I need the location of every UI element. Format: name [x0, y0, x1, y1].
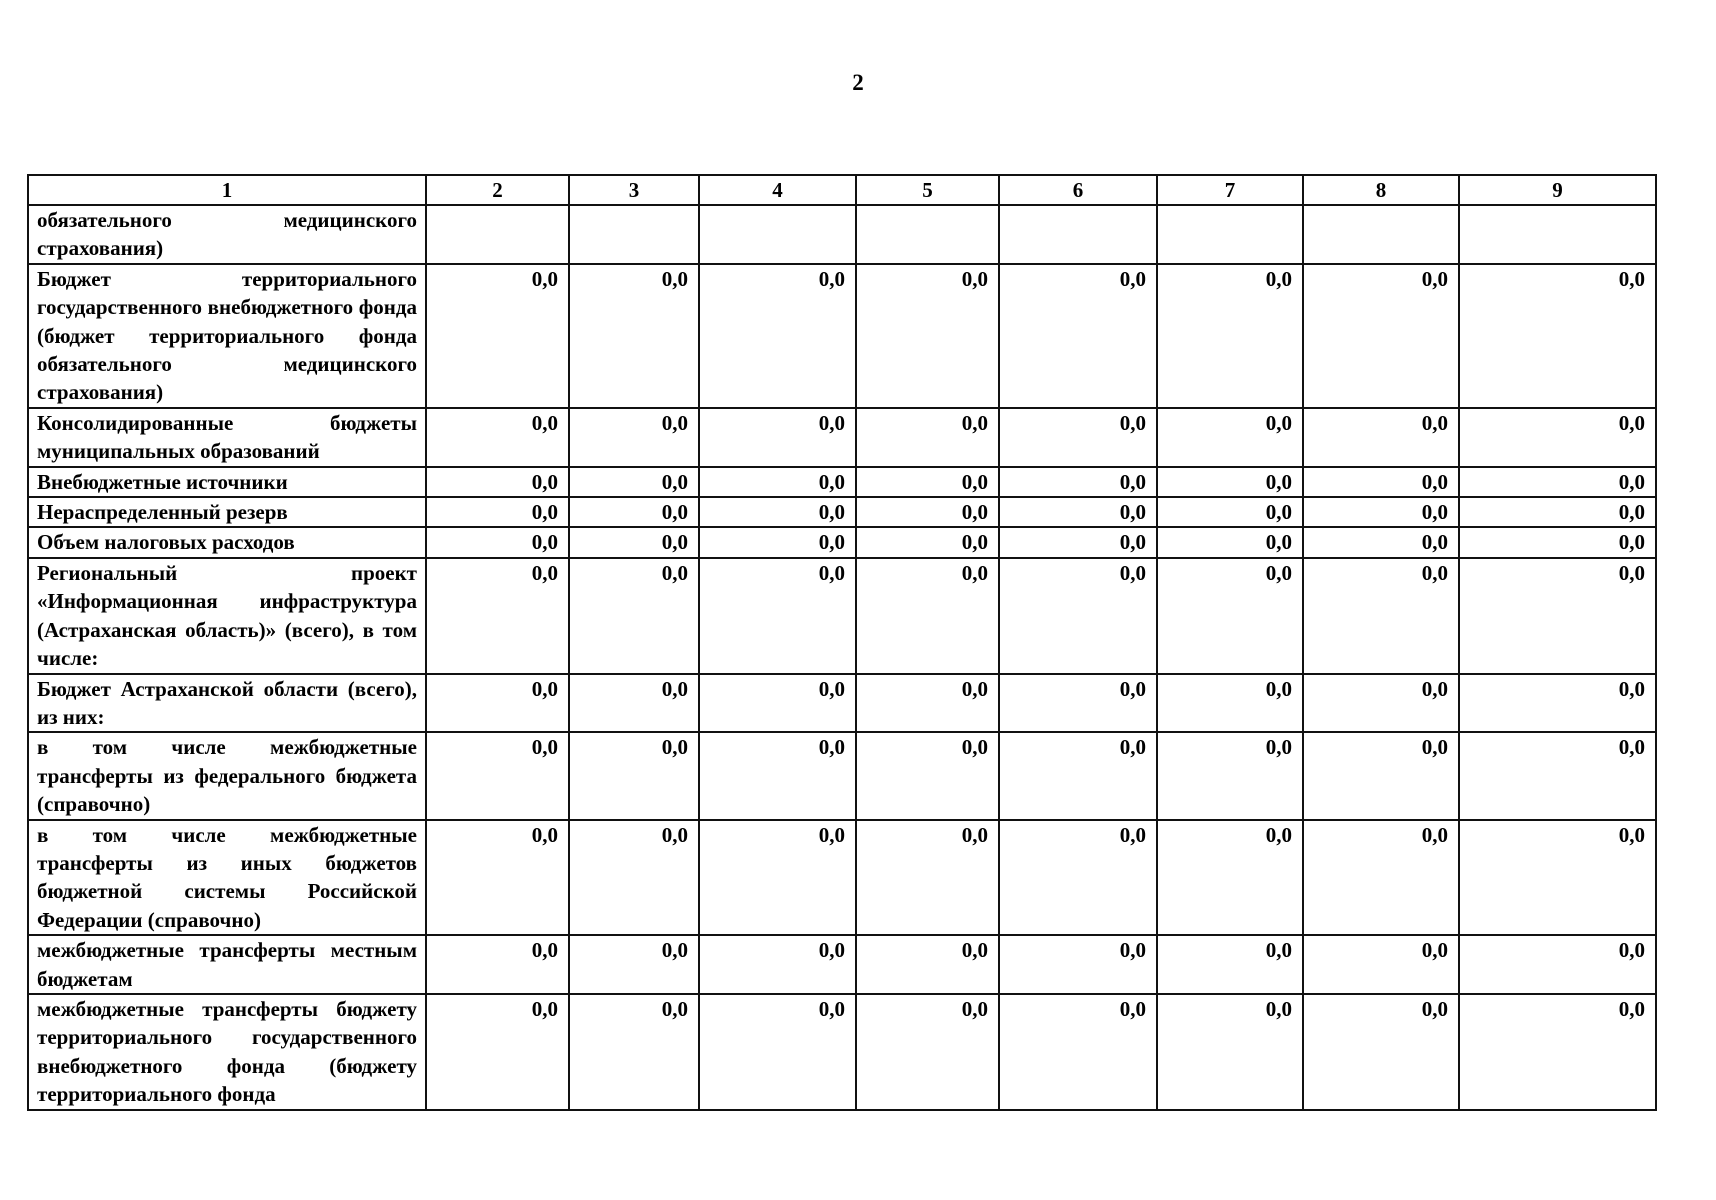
row-label: в том числе межбюджетные трансферты из иных бюджетов бюджетной системы Российской Федерации (справочно)	[28, 820, 426, 936]
value-cell: 0,0	[1459, 497, 1656, 527]
value-cell: 0,0	[1157, 820, 1303, 936]
row-label: Нераспределенный резерв	[28, 497, 426, 527]
value-cell: 0,0	[699, 467, 856, 497]
value-cell: 0,0	[426, 674, 569, 733]
value-cell: 0,0	[856, 527, 999, 557]
column-header-8: 8	[1303, 175, 1459, 205]
value-cell: 0,0	[569, 994, 699, 1110]
value-cell: 0,0	[569, 408, 699, 467]
value-cell: 0,0	[699, 674, 856, 733]
table-header	[28, 175, 1656, 205]
value-cell: 0,0	[569, 527, 699, 557]
value-cell: 0,0	[1157, 558, 1303, 674]
value-cell: 0,0	[999, 558, 1157, 674]
row-label: Консолидированные бюджеты муниципальных образований	[28, 408, 426, 467]
value-cell: 0,0	[1157, 527, 1303, 557]
value-cell: 0,0	[1459, 467, 1656, 497]
column-header-3: 3	[569, 175, 699, 205]
value-cell	[699, 205, 856, 264]
value-cell: 0,0	[426, 558, 569, 674]
value-cell: 0,0	[569, 674, 699, 733]
value-cell: 0,0	[999, 935, 1157, 994]
value-cell: 0,0	[1459, 935, 1656, 994]
value-cell: 0,0	[1157, 732, 1303, 819]
column-header-7: 7	[1157, 175, 1303, 205]
value-cell: 0,0	[1157, 674, 1303, 733]
value-cell: 0,0	[426, 467, 569, 497]
value-cell	[999, 205, 1157, 264]
value-cell: 0,0	[999, 467, 1157, 497]
table-row	[28, 497, 1656, 527]
table-row	[28, 674, 1656, 733]
column-header-9: 9	[1459, 175, 1656, 205]
value-cell: 0,0	[426, 732, 569, 819]
value-cell: 0,0	[426, 994, 569, 1110]
value-cell: 0,0	[1157, 994, 1303, 1110]
value-cell: 0,0	[856, 467, 999, 497]
column-header-5: 5	[856, 175, 999, 205]
value-cell: 0,0	[569, 497, 699, 527]
table-row	[28, 820, 1656, 936]
value-cell	[426, 205, 569, 264]
value-cell: 0,0	[1303, 732, 1459, 819]
value-cell: 0,0	[856, 408, 999, 467]
value-cell: 0,0	[856, 264, 999, 408]
row-label: межбюджетные трансферты бюджету территориального государственного внебюджетного фонда (бюджету территориального фонда	[28, 994, 426, 1110]
value-cell	[569, 205, 699, 264]
value-cell: 0,0	[856, 820, 999, 936]
value-cell: 0,0	[1303, 820, 1459, 936]
value-cell: 0,0	[1459, 674, 1656, 733]
value-cell: 0,0	[1303, 558, 1459, 674]
value-cell: 0,0	[1157, 935, 1303, 994]
value-cell: 0,0	[699, 497, 856, 527]
value-cell: 0,0	[1157, 467, 1303, 497]
value-cell: 0,0	[1459, 264, 1656, 408]
value-cell: 0,0	[999, 497, 1157, 527]
value-cell: 0,0	[426, 497, 569, 527]
table-row	[28, 408, 1656, 467]
value-cell: 0,0	[426, 264, 569, 408]
value-cell: 0,0	[1303, 527, 1459, 557]
table-row	[28, 558, 1656, 674]
value-cell: 0,0	[999, 527, 1157, 557]
value-cell: 0,0	[1157, 497, 1303, 527]
value-cell: 0,0	[1459, 527, 1656, 557]
value-cell: 0,0	[699, 408, 856, 467]
table-body	[28, 205, 1656, 1110]
row-label: межбюджетные трансферты местным бюджетам	[28, 935, 426, 994]
table-row	[28, 994, 1656, 1110]
column-header-6: 6	[999, 175, 1157, 205]
value-cell: 0,0	[1459, 994, 1656, 1110]
value-cell: 0,0	[856, 935, 999, 994]
value-cell: 0,0	[999, 408, 1157, 467]
header-row	[28, 175, 1656, 205]
table-row	[28, 935, 1656, 994]
budget-table	[27, 174, 1657, 1111]
value-cell: 0,0	[1303, 467, 1459, 497]
value-cell: 0,0	[1303, 497, 1459, 527]
value-cell: 0,0	[569, 558, 699, 674]
value-cell: 0,0	[426, 527, 569, 557]
table-row	[28, 527, 1656, 557]
value-cell: 0,0	[856, 558, 999, 674]
value-cell: 0,0	[1459, 820, 1656, 936]
value-cell: 0,0	[426, 935, 569, 994]
value-cell: 0,0	[699, 935, 856, 994]
value-cell: 0,0	[999, 994, 1157, 1110]
value-cell: 0,0	[699, 732, 856, 819]
table-row	[28, 467, 1656, 497]
value-cell: 0,0	[426, 408, 569, 467]
row-label: Региональный проект «Информационная инфраструктура (Астраханская область)» (всего), в том числе:	[28, 558, 426, 674]
value-cell	[1157, 205, 1303, 264]
value-cell: 0,0	[699, 558, 856, 674]
value-cell: 0,0	[569, 935, 699, 994]
row-label: Объем налоговых расходов	[28, 527, 426, 557]
value-cell: 0,0	[699, 527, 856, 557]
value-cell: 0,0	[1459, 732, 1656, 819]
value-cell: 0,0	[699, 264, 856, 408]
value-cell: 0,0	[856, 674, 999, 733]
value-cell	[1459, 205, 1656, 264]
value-cell: 0,0	[1157, 264, 1303, 408]
column-header-2: 2	[426, 175, 569, 205]
value-cell: 0,0	[1303, 264, 1459, 408]
table-row	[28, 732, 1656, 819]
value-cell: 0,0	[999, 820, 1157, 936]
page-number: 2	[852, 70, 864, 95]
column-header-1: 1	[28, 175, 426, 205]
value-cell: 0,0	[999, 264, 1157, 408]
value-cell: 0,0	[856, 732, 999, 819]
row-label: Бюджет Астраханской области (всего), из них:	[28, 674, 426, 733]
value-cell: 0,0	[699, 820, 856, 936]
value-cell: 0,0	[569, 264, 699, 408]
table-row	[28, 205, 1656, 264]
row-label: обязательного медицинского страхования)	[28, 205, 426, 264]
value-cell: 0,0	[1303, 674, 1459, 733]
value-cell: 0,0	[1459, 558, 1656, 674]
value-cell: 0,0	[1157, 408, 1303, 467]
row-label: Внебюджетные источники	[28, 467, 426, 497]
value-cell: 0,0	[999, 674, 1157, 733]
value-cell	[856, 205, 999, 264]
value-cell: 0,0	[1303, 408, 1459, 467]
row-label: в том числе межбюджетные трансферты из федерального бюджета (справочно)	[28, 732, 426, 819]
value-cell: 0,0	[1303, 935, 1459, 994]
value-cell: 0,0	[856, 497, 999, 527]
value-cell: 0,0	[569, 732, 699, 819]
value-cell: 0,0	[699, 994, 856, 1110]
value-cell: 0,0	[569, 467, 699, 497]
value-cell: 0,0	[999, 732, 1157, 819]
value-cell: 0,0	[426, 820, 569, 936]
value-cell: 0,0	[1303, 994, 1459, 1110]
value-cell: 0,0	[1459, 408, 1656, 467]
table-row	[28, 264, 1656, 408]
value-cell: 0,0	[569, 820, 699, 936]
column-header-4: 4	[699, 175, 856, 205]
row-label: Бюджет территориального государственного внебюджетного фонда (бюджет территориального фонда обязательного медицинского страхования)	[28, 264, 426, 408]
value-cell	[1303, 205, 1459, 264]
value-cell: 0,0	[856, 994, 999, 1110]
